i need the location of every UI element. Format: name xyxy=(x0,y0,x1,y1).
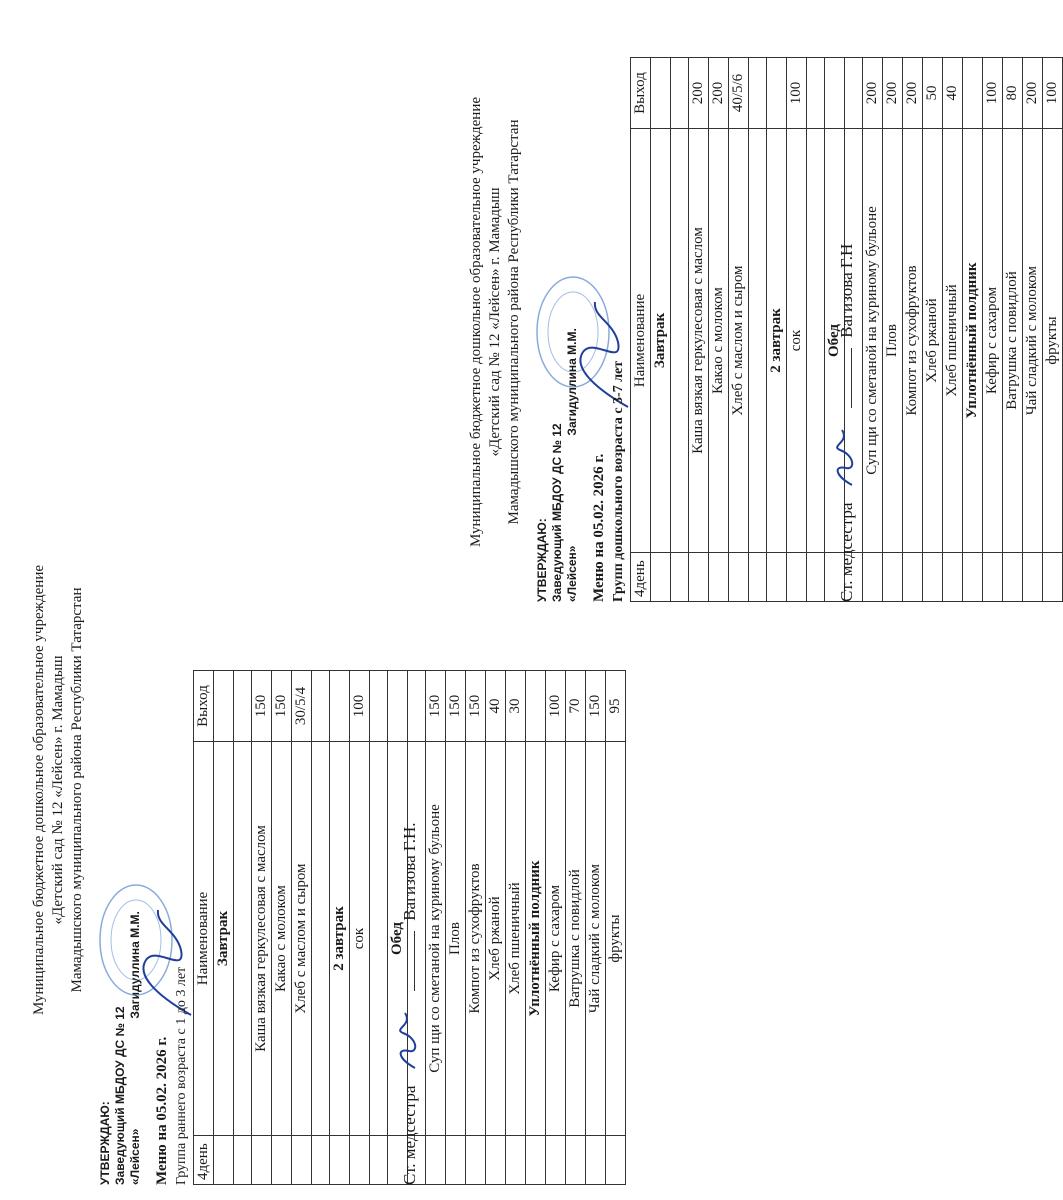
dish-name: Хлеб с маслом и сыром xyxy=(729,129,749,553)
section-lunch: Обед xyxy=(825,129,845,553)
approval-name: Загидуллина М.М. xyxy=(565,328,579,436)
dish-output: 70 xyxy=(566,671,586,742)
header-name: Наименование xyxy=(631,129,651,553)
dish-name: Хлеб ржаной xyxy=(486,742,506,1136)
dish-output: 100 xyxy=(350,671,370,742)
signature-name: Вагизова Г.Н xyxy=(837,243,856,338)
approval-name: Загидуллина М.М. xyxy=(128,911,142,1019)
dish-output: 30 xyxy=(506,671,526,742)
section-breakfast: Завтрак xyxy=(651,129,671,553)
table-row xyxy=(1043,58,1063,602)
table-header-row xyxy=(194,671,214,1185)
signature-icon xyxy=(395,1003,421,1073)
dish-output: 150 xyxy=(466,671,486,742)
group-label: Групп дошкольного возраста с 3-7 лет xyxy=(611,360,626,602)
dish-name: Кефир с сахаром xyxy=(983,129,1003,553)
approval-title: УТВЕРЖДАЮ: xyxy=(535,518,549,602)
section-row xyxy=(214,671,234,1185)
blank-row xyxy=(370,671,388,1185)
header-day: 4день xyxy=(631,553,651,602)
table-row xyxy=(350,671,370,1185)
approval-kindergarten: «Лейсен» xyxy=(128,1128,142,1185)
table-row xyxy=(883,58,903,602)
dish-output: 30/5/4 xyxy=(292,671,312,742)
table-row xyxy=(689,58,709,602)
group-label: Группа раннего возраста с 1 до 3 лет xyxy=(174,966,189,1185)
dish-name: Каша вязкая геркулесовая с маслом xyxy=(689,129,709,553)
section-row xyxy=(767,58,787,602)
organization-header xyxy=(30,425,87,1155)
org-line-3: Мамадышского муниципального района Республики Татарстан xyxy=(506,119,522,525)
blank-row xyxy=(749,58,767,602)
org-line-2: «Детский сад № 12 «Лейсен» г. Мамадыш xyxy=(487,187,503,457)
blank-row xyxy=(312,671,330,1185)
approval-signature-line xyxy=(565,328,580,602)
dish-name: фрукты xyxy=(1043,129,1063,553)
dish-name: Компот из сухофруктов xyxy=(903,129,923,553)
menu-title: Меню на 05.02. 2026 г. xyxy=(591,453,607,602)
dish-output: 200 xyxy=(863,58,883,129)
dish-name: Хлеб пшеничный xyxy=(506,742,526,1136)
dish-name: сок xyxy=(787,129,807,553)
signature-name: Вагизова Г.Н. xyxy=(400,822,419,921)
table-row xyxy=(252,671,272,1185)
table-row xyxy=(923,58,943,602)
section-lunch: Обед xyxy=(388,742,408,1136)
table-row xyxy=(863,58,883,602)
dish-output: 40 xyxy=(943,58,963,129)
menu-sheet-older xyxy=(437,0,1060,1200)
signature-block xyxy=(395,822,421,1185)
dish-name: Какао с молоком xyxy=(709,129,729,553)
approval-block xyxy=(98,911,143,1185)
organization-header xyxy=(467,2,524,642)
dish-name: фрукты xyxy=(606,742,626,1136)
org-line-1: Муниципальное бюджетное дошкольное образовательное учреждение xyxy=(31,565,47,1015)
header-output: Выход xyxy=(194,671,214,742)
table-row xyxy=(729,58,749,602)
dish-output: 200 xyxy=(883,58,903,129)
table-row xyxy=(709,58,729,602)
dish-name: Плов xyxy=(883,129,903,553)
dish-output: 150 xyxy=(586,671,606,742)
table-header-row xyxy=(631,58,651,602)
signature-role: Ст. медсестра xyxy=(400,1085,419,1185)
org-line-3: Мамадышского муниципального района Республики Татарстан xyxy=(69,587,85,993)
dish-name: Чай сладкий с молоком xyxy=(1023,129,1043,553)
dish-output: 150 xyxy=(446,671,466,742)
approval-position: Заведующий МБДОУ ДС № 12 xyxy=(550,423,564,602)
table-row xyxy=(787,58,807,602)
section-row xyxy=(651,58,671,602)
dish-output: 150 xyxy=(426,671,446,742)
approval-position: Заведующий МБДОУ ДС № 12 xyxy=(113,1006,127,1185)
blank-row xyxy=(807,58,825,602)
dish-name: Плов xyxy=(446,742,466,1136)
dish-name: Каша вязкая геркулесовая с маслом xyxy=(252,742,272,1136)
dish-name: Чай сладкий с молоком xyxy=(586,742,606,1136)
dish-name: Хлеб с маслом и сыром xyxy=(292,742,312,1136)
dish-name: Ватрушка с повидлой xyxy=(1003,129,1023,553)
signature-line xyxy=(851,348,852,408)
section-breakfast: Завтрак xyxy=(214,742,234,1136)
table-row xyxy=(272,671,292,1185)
dish-output: 100 xyxy=(787,58,807,129)
dish-output: 100 xyxy=(983,58,1003,129)
dish-output: 100 xyxy=(546,671,566,742)
dish-name: Хлеб ржаной xyxy=(923,129,943,553)
section-snack: Уплотнённый полдник xyxy=(526,742,546,1136)
blank-row xyxy=(234,671,252,1185)
header-name: Наименование xyxy=(194,742,214,1136)
dish-output: 40 xyxy=(486,671,506,742)
dish-output: 80 xyxy=(1003,58,1023,129)
signature-line xyxy=(414,931,415,991)
table-row xyxy=(943,58,963,602)
org-line-1: Муниципальное бюджетное дошкольное образовательное учреждение xyxy=(468,97,484,547)
dish-name: Какао с молоком xyxy=(272,742,292,1136)
menu-title: Меню на 05.02. 2026 г. xyxy=(154,1036,170,1185)
dish-output: 200 xyxy=(709,58,729,129)
dish-output: 200 xyxy=(1023,58,1043,129)
dish-output: 100 xyxy=(1043,58,1063,129)
table-row xyxy=(1023,58,1043,602)
section-breakfast-2: 2 завтрак xyxy=(767,129,787,553)
dish-name: Суп щи со сметаной на куриному бульоне xyxy=(863,129,883,553)
section-row xyxy=(330,671,350,1185)
signature-block xyxy=(832,244,858,602)
table-row xyxy=(983,58,1003,602)
dish-name: Ватрушка с повидлой xyxy=(566,742,586,1136)
signature-icon xyxy=(832,420,858,490)
org-line-2: «Детский сад № 12 «Лейсен» г. Мамадыш xyxy=(50,655,66,925)
dish-name: Хлеб пшеничный xyxy=(943,129,963,553)
dish-output: 50 xyxy=(923,58,943,129)
table-row xyxy=(903,58,923,602)
signature-role: Ст. медсестра xyxy=(837,502,856,602)
dish-output: 40/5/6 xyxy=(729,58,749,129)
approval-kindergarten: «Лейсен» xyxy=(565,545,579,602)
header-day: 4день xyxy=(194,1136,214,1185)
blank-row xyxy=(671,58,689,602)
approval-signature-line xyxy=(128,911,143,1185)
dish-name: Суп щи со сметаной на куриному бульоне xyxy=(426,742,446,1136)
dish-output: 150 xyxy=(252,671,272,742)
approval-block xyxy=(535,328,580,602)
section-row xyxy=(963,58,983,602)
dish-name: Компот из сухофруктов xyxy=(466,742,486,1136)
dish-output: 150 xyxy=(272,671,292,742)
dish-output: 200 xyxy=(689,58,709,129)
section-breakfast-2: 2 завтрак xyxy=(330,742,350,1136)
table-row xyxy=(1003,58,1023,602)
dish-name: Кефир с сахаром xyxy=(546,742,566,1136)
dish-name: сок xyxy=(350,742,370,1136)
table-row xyxy=(292,671,312,1185)
approval-title: УТВЕРЖДАЮ: xyxy=(98,1101,112,1185)
dish-output: 95 xyxy=(606,671,626,742)
header-output: Выход xyxy=(631,58,651,129)
section-snack: Уплотнённый полдник xyxy=(963,129,983,553)
dish-output: 200 xyxy=(903,58,923,129)
